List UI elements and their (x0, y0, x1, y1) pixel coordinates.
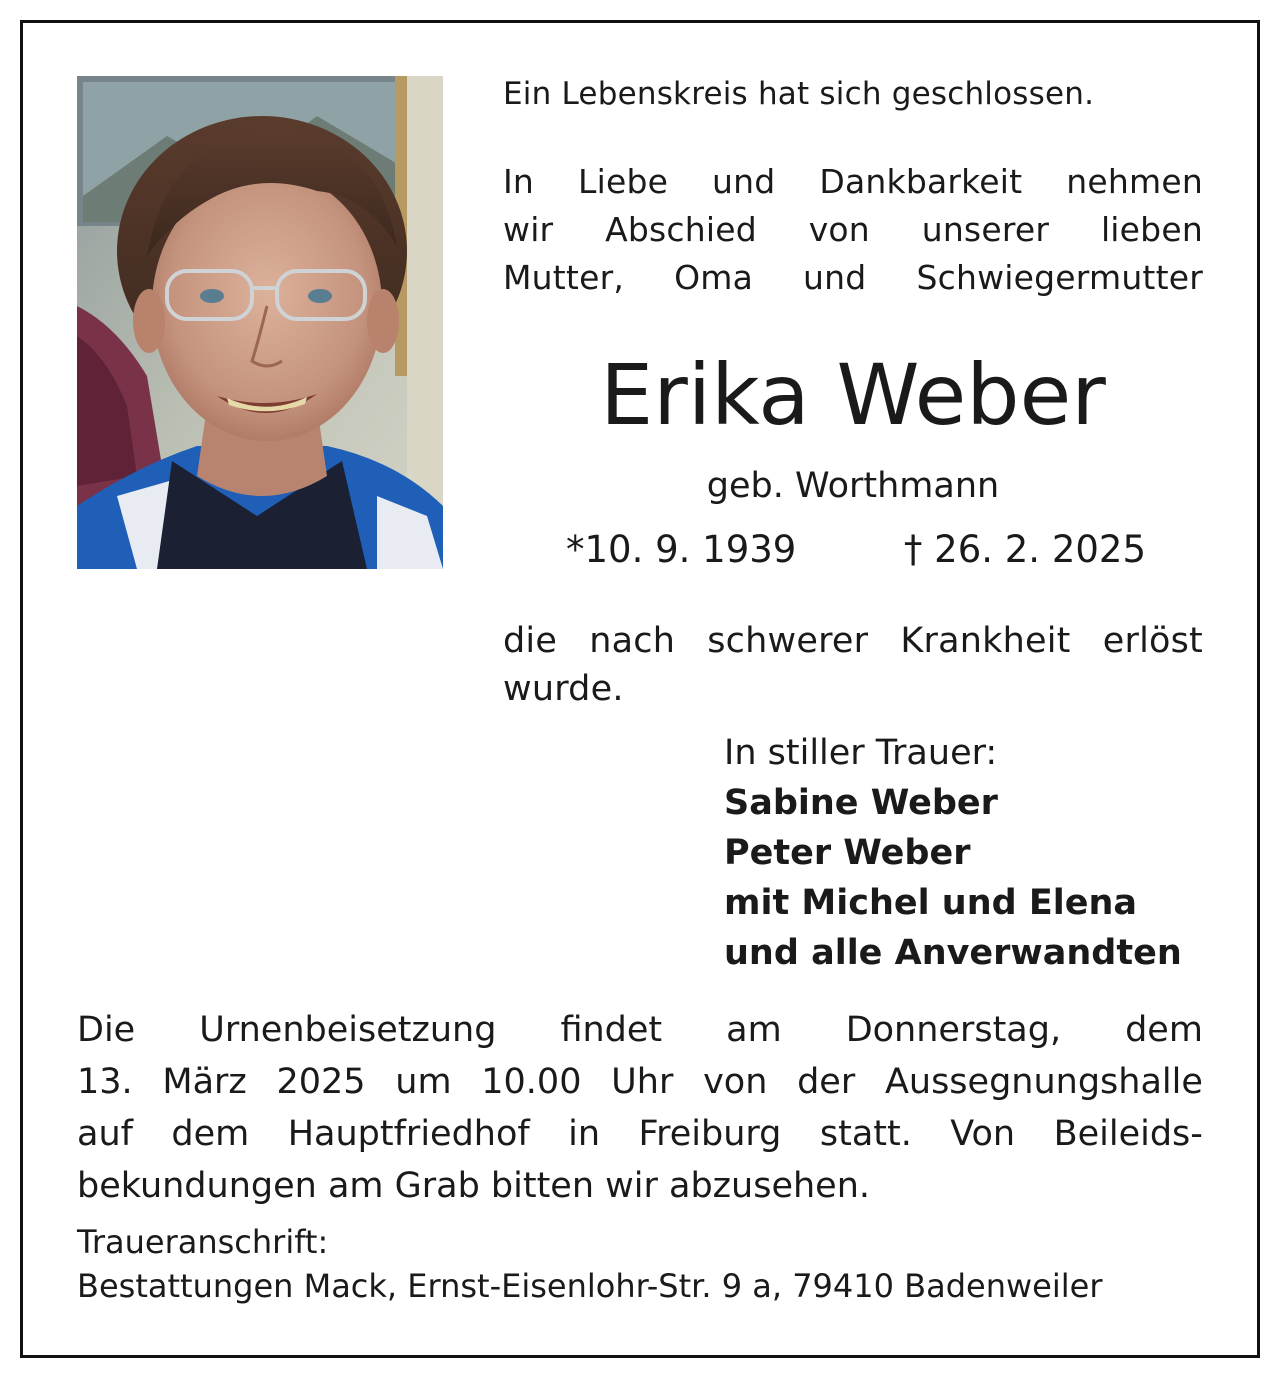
farewell-line-1 (503, 158, 1203, 206)
word: Krankheit (900, 621, 1071, 661)
mourner-name: mit Michel und Elena (724, 883, 1138, 923)
portrait-photo (77, 76, 443, 569)
word: Von (950, 1114, 1016, 1154)
word: 10.00 (481, 1062, 582, 1102)
word: unserer (921, 210, 1050, 249)
word: findet (560, 1010, 663, 1050)
word: schwerer (707, 621, 869, 661)
word: Abschied (605, 210, 757, 249)
funeral-line-1 (77, 1004, 1203, 1056)
word: Mutter, (503, 258, 625, 297)
word: 13. (77, 1062, 133, 1102)
word: von (703, 1062, 768, 1102)
birth-name: geb. Worthmann (706, 466, 1000, 506)
mourners-block (724, 728, 1182, 978)
life-dates (566, 528, 1146, 572)
word: Donnerstag, (845, 1010, 1062, 1050)
address-label: Traueranschrift: (77, 1223, 329, 1261)
word: wir (503, 210, 554, 249)
funeral-line-4: bekundungen am Grab bitten wir abzusehen. (77, 1166, 871, 1206)
word: der (797, 1062, 856, 1102)
word: von (808, 210, 870, 249)
funeral-line-2 (77, 1056, 1203, 1108)
word: nach (589, 621, 676, 661)
mourning-address (77, 1220, 1203, 1308)
intro-line: Ein Lebenskreis hat sich geschlossen. (503, 76, 1095, 112)
word: dem (1125, 1010, 1203, 1050)
word: Aussegnungshalle (884, 1062, 1203, 1102)
word: Hauptfriedhof (287, 1114, 530, 1154)
mourner-name: Peter Weber (724, 833, 971, 873)
funeral-line-3 (77, 1108, 1203, 1160)
release-line-2: wurde. (503, 669, 624, 709)
word: Liebe (578, 162, 669, 201)
word: auf (77, 1114, 133, 1154)
word: lieben (1100, 210, 1203, 249)
word: am (726, 1010, 782, 1050)
word: In (503, 162, 535, 201)
word: dem (171, 1114, 250, 1154)
farewell-line-2 (503, 206, 1203, 254)
word: Schwiegermutter (916, 258, 1203, 297)
word: Beileids- (1053, 1114, 1203, 1154)
funeral-info (77, 1004, 1203, 1212)
release-line-1 (503, 617, 1203, 665)
word: statt. (819, 1114, 912, 1154)
birth-date: *10. 9. 1939 (566, 528, 797, 571)
deceased-name: Erika Weber (600, 346, 1106, 444)
release-paragraph (503, 617, 1203, 713)
word: in (568, 1114, 601, 1154)
word: Freiburg (638, 1114, 782, 1154)
mourner-name: Sabine Weber (724, 783, 998, 823)
word: Uhr (611, 1062, 674, 1102)
farewell-paragraph (503, 158, 1203, 302)
mourner-name: und alle Anverwandten (724, 933, 1182, 973)
word: die (503, 621, 558, 661)
word: 2025 (276, 1062, 366, 1102)
word: März (162, 1062, 247, 1102)
address-value: Bestattungen Mack, Ernst-Eisenlohr-Str. 9 a, 79410 Badenweiler (77, 1267, 1103, 1305)
word: um (395, 1062, 452, 1102)
farewell-line-3 (503, 254, 1203, 302)
word: erlöst (1102, 621, 1203, 661)
word: nehmen (1066, 162, 1203, 201)
word: Die (77, 1010, 136, 1050)
word: und (712, 162, 776, 201)
word: und (803, 258, 867, 297)
mourners-heading: In stiller Trauer: (724, 733, 998, 773)
death-date: † 26. 2. 2025 (903, 528, 1146, 571)
word: Oma (674, 258, 754, 297)
word: Urnenbeisetzung (199, 1010, 497, 1050)
word: Dankbarkeit (819, 162, 1023, 201)
